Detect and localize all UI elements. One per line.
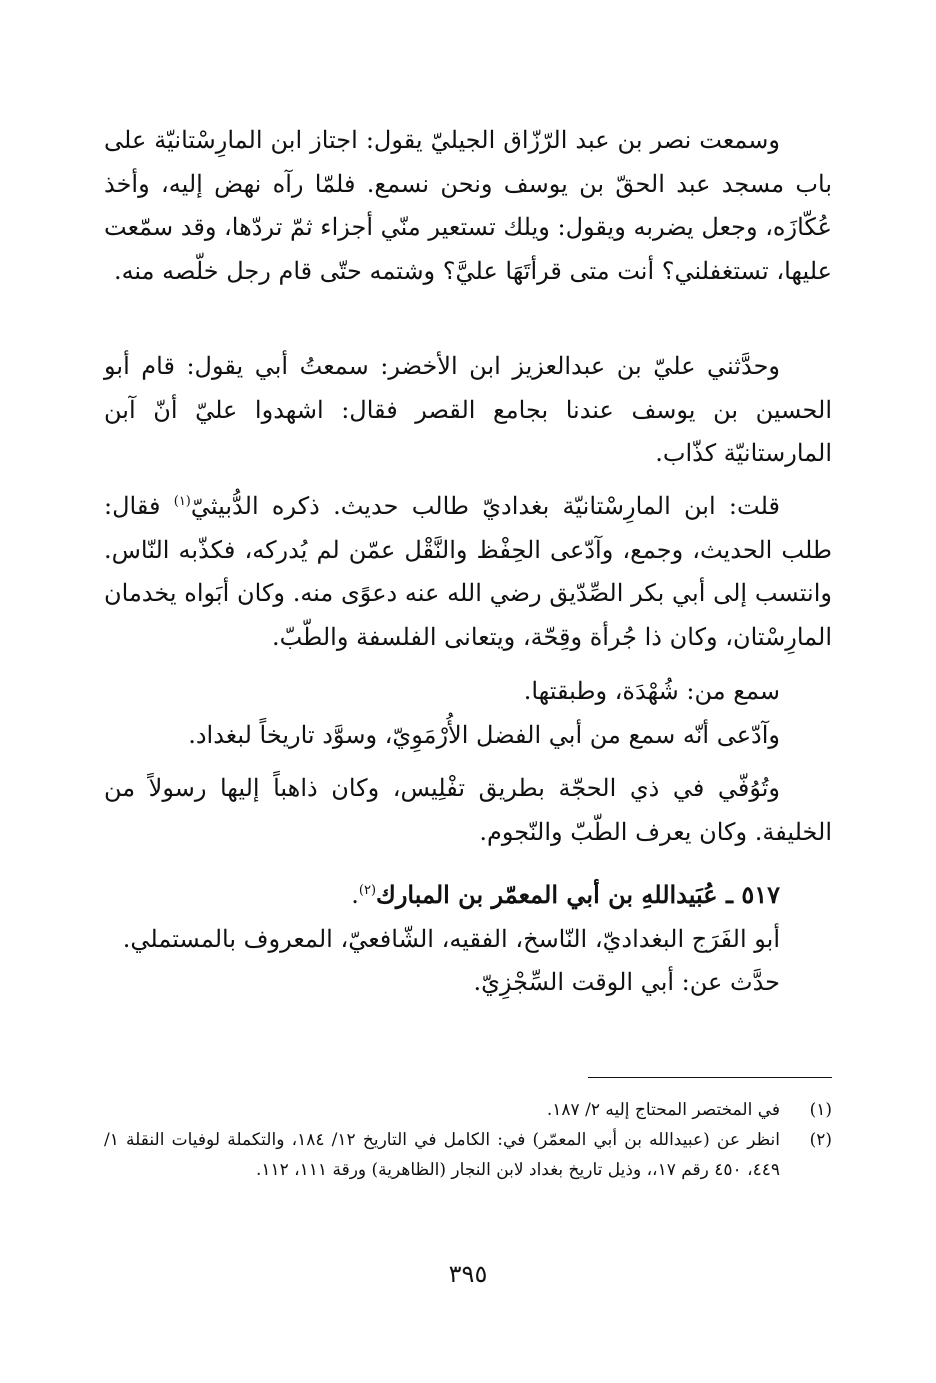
- footnote-2: [104, 1125, 832, 1185]
- entry-title: ٥١٧ ـ عُبَيداللهِ بن أبي المعمّر بن المبارك: [376, 880, 780, 909]
- main-text-5: [104, 767, 832, 854]
- footnote-1-number: (١): [809, 1100, 832, 1120]
- footnote-2-number: (٢): [809, 1130, 832, 1150]
- footnote-1: [104, 1095, 832, 1125]
- paragraph-3: [104, 485, 832, 659]
- paragraph-3-rest: فقال: طلب الحديث، وجمع، وآدّعى الحِفْظ والنَّقْل عمّن لم يُدركه، فكذّبه النّاس. وانتسب إلى أبي بكر الصِّدّيق رضي الله عنه دعوًى منه. وكان أبَواه يخدمان المارِسْتان، وكان ذا جُرأة وقِحّة، ويتعانى الفلسفة والطّبّ.: [104, 492, 832, 651]
- page-number: ٣٩٥: [448, 1260, 488, 1288]
- footnote-ref-2: (٢): [358, 883, 377, 898]
- paragraph-3-start: قلت: ابن المارِسْتانيّة بغداديّ طالب حديث. ذكره الدُّبيثيّ: [190, 492, 781, 520]
- entry-title-end: .: [351, 881, 359, 909]
- entry-517: [104, 873, 832, 1005]
- entry-line-1: أبو الفَرَج البغداديّ، النّاسخ، الفقيه، الشّافعيّ، المعروف بالمستملي.: [122, 924, 780, 953]
- entry-title-line: [104, 873, 832, 918]
- footnote-1-text: في المختصر المحتاج إليه ٢/ ١٨٧.: [546, 1100, 780, 1120]
- main-text-2: [104, 345, 832, 476]
- entry-line-2: حدَّث عن: أبي الوقت السِّجْزِيّ.: [473, 968, 780, 996]
- footnote-2-text: انظر عن (عبيدالله بن أبي المعمّر) في: الكامل في التاريخ ١٢/ ١٨٤، والتكملة لوفيات النقلة ١/ ٤٤٩، ٤٥٠ رقم ١٧،، وذيل تاريخ بغداد لابن النجار (الظاهرية) ورقة ١١١، ١١٢.: [104, 1130, 780, 1180]
- paragraph-4-line-2: وآدّعى أنّه سمع من أبي الفضل الأُرْمَوِيّ، وسوَّد تاريخاً لبغداد.: [188, 720, 780, 749]
- paragraph-2: وحدَّثني عليّ بن عبدالعزيز ابن الأخضر: سمعتُ أبي يقول: قام أبو الحسين بن يوسف عندنا بجامع القصر فقال: اشهدوا عليّ أنّ آبن المارستانيّة كذّاب.: [104, 352, 832, 467]
- paragraph-1: وسمعت نصر بن عبد الرّزّاق الجيليّ يقول: اجتاز ابن المارِسْتانيّة على باب مسجد عبد الحقّ بن يوسف ونحن نسمع. فلمّا رآه نهض إليه، وأخذ عُكّازَه، وجعل يضربه ويقول: ويلك تستعير منّي أجزاء ثمّ تردّها، وقد سمّعت عليها، تستغفلني؟ أنت متى قرأتَهَا عليَّ؟ وشتمه حتّى قام رجل خلّصه منه.: [104, 126, 832, 285]
- main-text-top: [104, 119, 832, 293]
- footnote-divider: [588, 1077, 832, 1078]
- footnote-ref-1: (١): [173, 494, 191, 509]
- main-text-3: [104, 485, 832, 659]
- paragraph-5: وتُوُفّي في ذي الحجّة بطريق تفْلِيس، وكان ذاهباً إليها رسولاً من الخليفة. وكان يعرف الطّبّ والنّجوم.: [104, 774, 832, 846]
- paragraph-4-line-1: سمع من: شُهْدَة، وطبقتها.: [523, 677, 780, 705]
- main-text-4: [104, 670, 832, 757]
- footnotes: [104, 1095, 832, 1185]
